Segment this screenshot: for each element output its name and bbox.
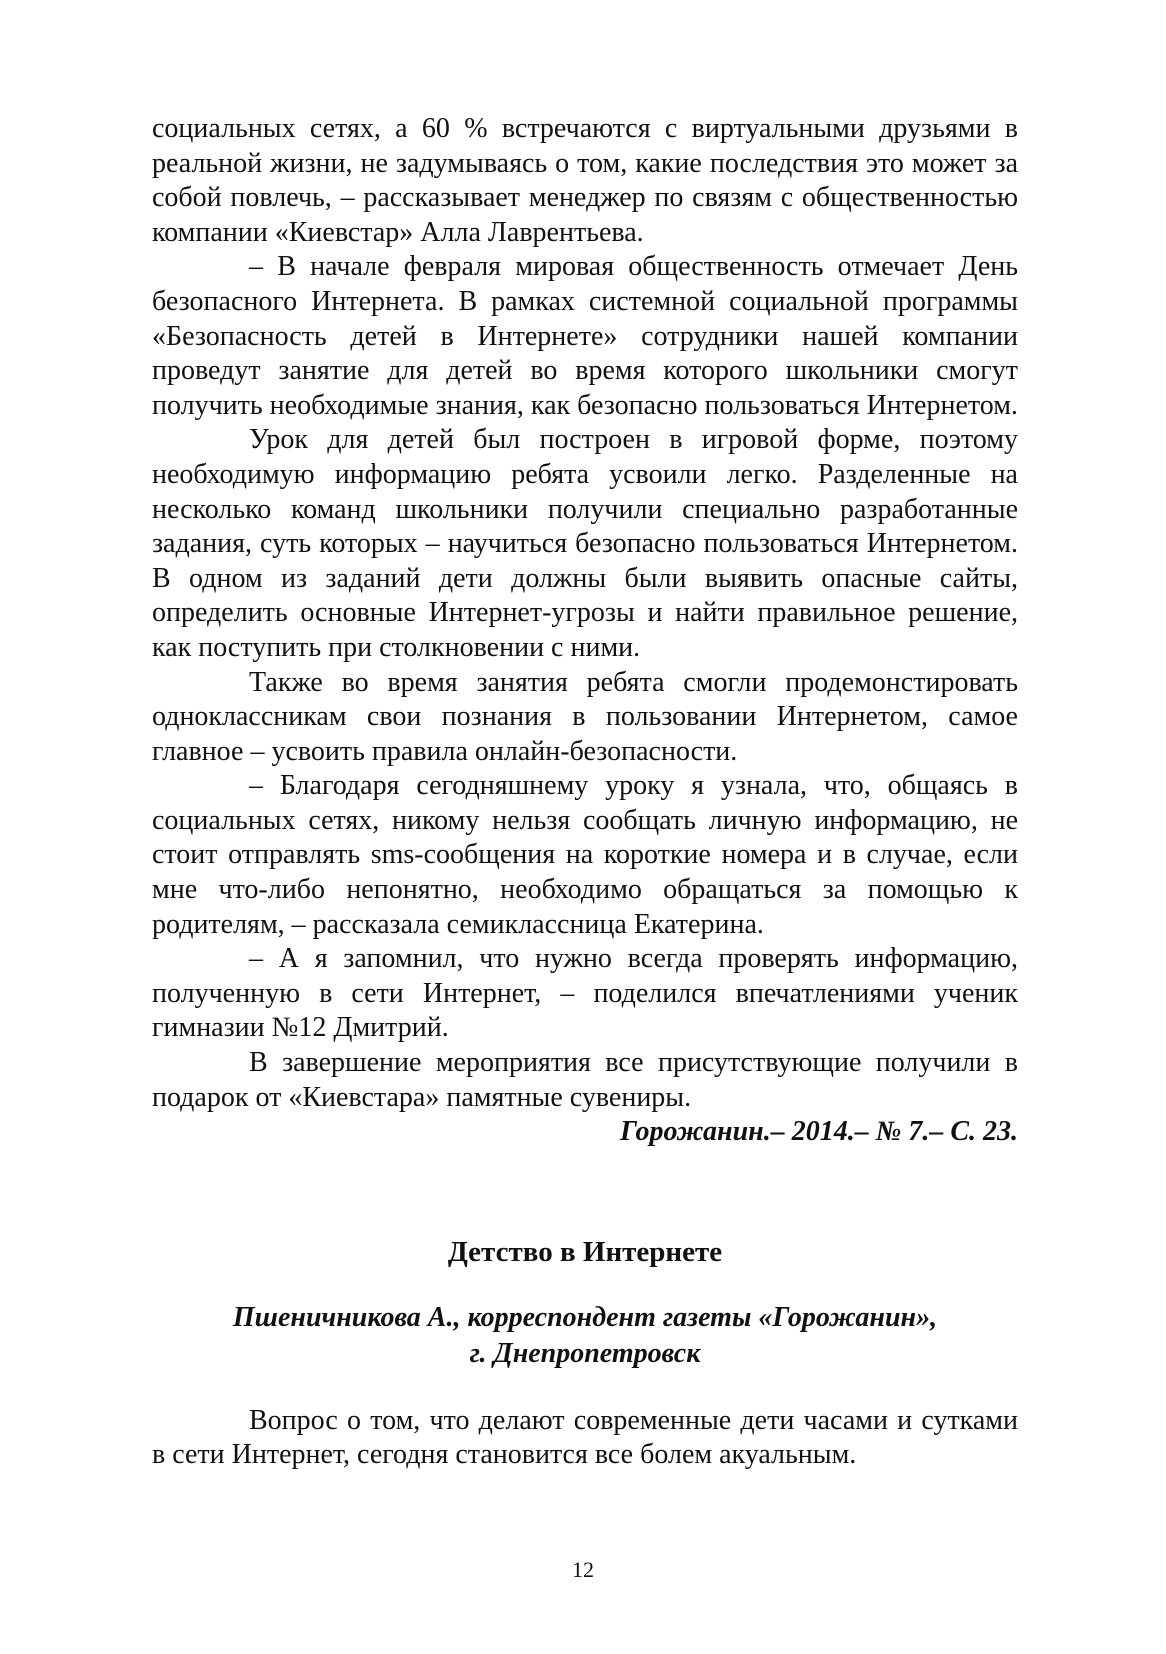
paragraph: – В начале февраля мировая общественность отмечает День безопасного Интернета. В рамках системной социальной программы «Безопасность детей в Интернете» сотрудники нашей компании проведут занятие для детей во время которого школьники смогут получить необходимые знания, как безопасно пользоваться Интернетом. (152, 251, 1018, 421)
paragraph: – А я запомнил, что нужно всегда проверять информацию, полученную в сети Интернет, – поделился впечатлениями ученик гимназии №12 Дмитрий. (152, 943, 1018, 1044)
document-page (152, 112, 1018, 1473)
paragraph: Также во время занятия ребята смогли продемонстировать одноклассникам свои познания в пользовании Интернетом, самое главное – усвоить правила онлайн-безопасности. (152, 666, 1018, 767)
source-citation: Горожанин.– 2014.– № 7.– С. 23. (619, 1116, 1018, 1148)
article-title: Детство в Интернете (447, 1235, 723, 1268)
byline-author: Пшеничникова А., корреспондент газеты «Горожанин», (232, 1301, 938, 1333)
paragraph: – Благодаря сегодняшнему уроку я узнала, что, общаясь в социальных сетях, никому нельзя сообщать личную информацию, не стоит отправлять sms-сообщения на короткие номера и в случае, если мне что-либо непонятно, необходимо обращаться за помощью к родителям, – рассказала семиклассница Екатерина. (152, 770, 1018, 940)
paragraph: Урок для детей был построен в игровой форме, поэтому необходимую информацию ребята усвоили легко. Разделенные на несколько команд школьники получили специально разработанные задания, суть которых – научиться безопасно пользоваться Интернетом. В одном из заданий дети должны были выявить опасные сайты, определить основные Интернет-угрозы и найти правильное решение, как поступить при столкновении с ними. (152, 424, 1018, 663)
paragraph: социальных сетях, а 60 % встречаются с виртуальными друзьями в реальной жизни, не задумываясь о том, какие последствия это может за собой повлечь, – рассказывает менеджер по связям с общественностью компании «Киевстар» Алла Лаврентьева. (152, 113, 1018, 248)
article-byline (152, 1300, 1018, 1372)
paragraph: В завершение мероприятия все присутствующие получили в подарок от «Киевстара» памятные сувениры. (152, 1047, 1018, 1113)
byline-city: г. Днепропетровск (469, 1337, 701, 1369)
article-body-continued (152, 112, 1018, 1115)
article-first-paragraph: Вопрос о том, что делают современные дети часами и сутками в сети Интернет, сегодня становится все болем акуальным. (152, 1404, 1018, 1471)
page-number: 12 (572, 1557, 594, 1582)
